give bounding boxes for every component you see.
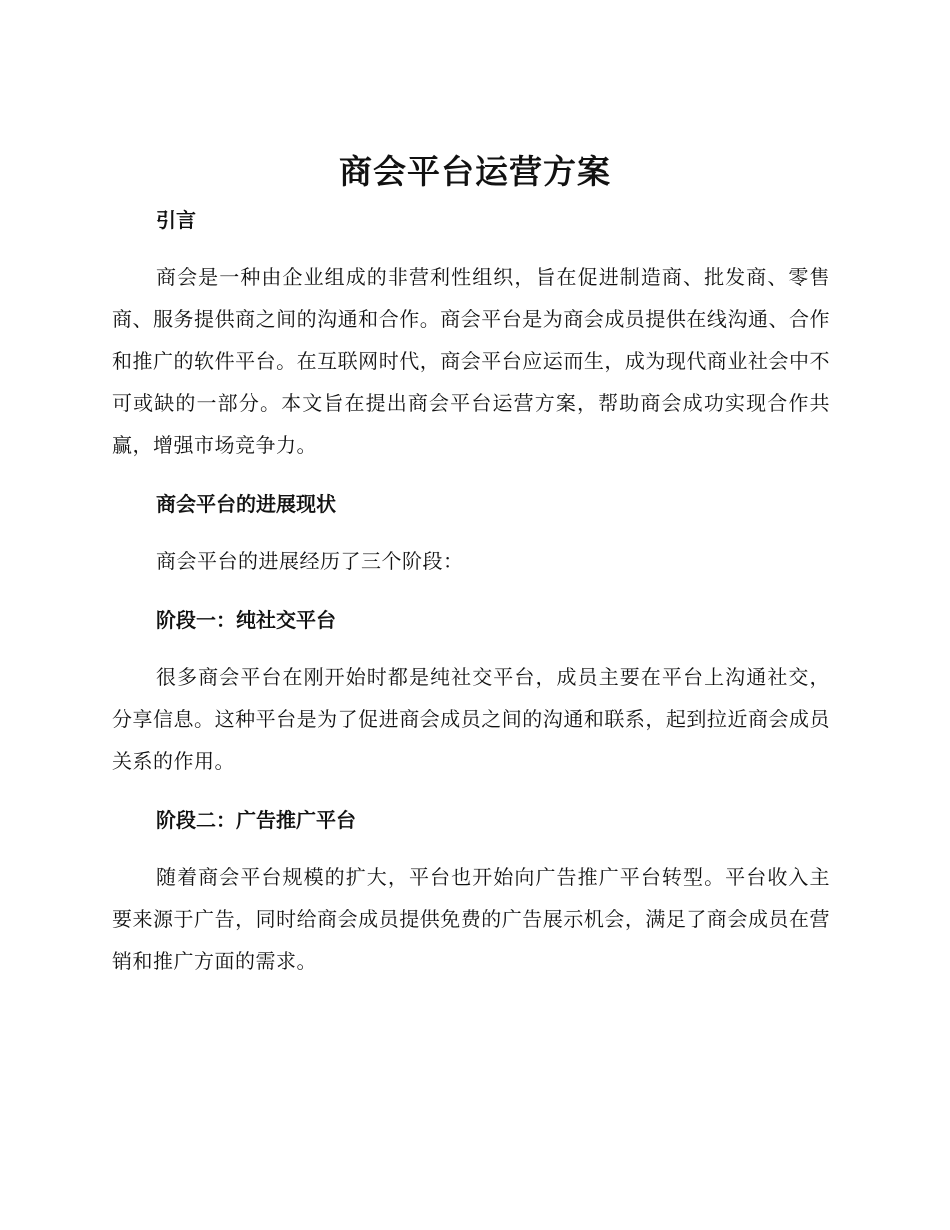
section-heading-stage2: 阶段二：广告推广平台	[156, 808, 356, 832]
paragraph-stage1: 很多商会平台在刚开始时都是纯社交平台，成员主要在平台上沟通社交，分享信息。这种平台是为了促进商会成员之间的沟通和联系，起到拉近商会成员关系的作用。	[112, 665, 830, 773]
section-heading-stage1: 阶段一：纯社交平台	[156, 608, 336, 632]
spacer	[112, 582, 830, 602]
spacer	[112, 782, 830, 802]
spacer	[112, 522, 830, 540]
document-title: 商会平台运营方案	[339, 152, 611, 191]
section-heading-status: 商会平台的进展现状	[156, 492, 336, 516]
spacer	[112, 238, 830, 256]
paragraph-status: 商会平台的进展经历了三个阶段：	[156, 549, 464, 573]
section-heading-intro: 引言	[156, 208, 196, 232]
paragraph-stage2: 随着商会平台规模的扩大，平台也开始向广告推广平台转型。平台收入主要来源于广告，同时给商会成员提供免费的广告展示机会，满足了商会成员在营销和推广方面的需求。	[112, 865, 830, 973]
document-body	[112, 202, 830, 982]
paragraph-intro: 商会是一种由企业组成的非营利性组织，旨在促进制造商、批发商、零售商、服务提供商之间的沟通和合作。商会平台是为商会成员提供在线沟通、合作和推广的软件平台。在互联网时代，商会平台应运而生，成为现代商业社会中不可或缺的一部分。本文旨在提出商会平台运营方案，帮助商会成功实现合作共赢，增强市场竞争力。	[112, 265, 830, 457]
spacer	[112, 838, 830, 856]
spacer	[112, 638, 830, 656]
spacer	[112, 466, 830, 486]
